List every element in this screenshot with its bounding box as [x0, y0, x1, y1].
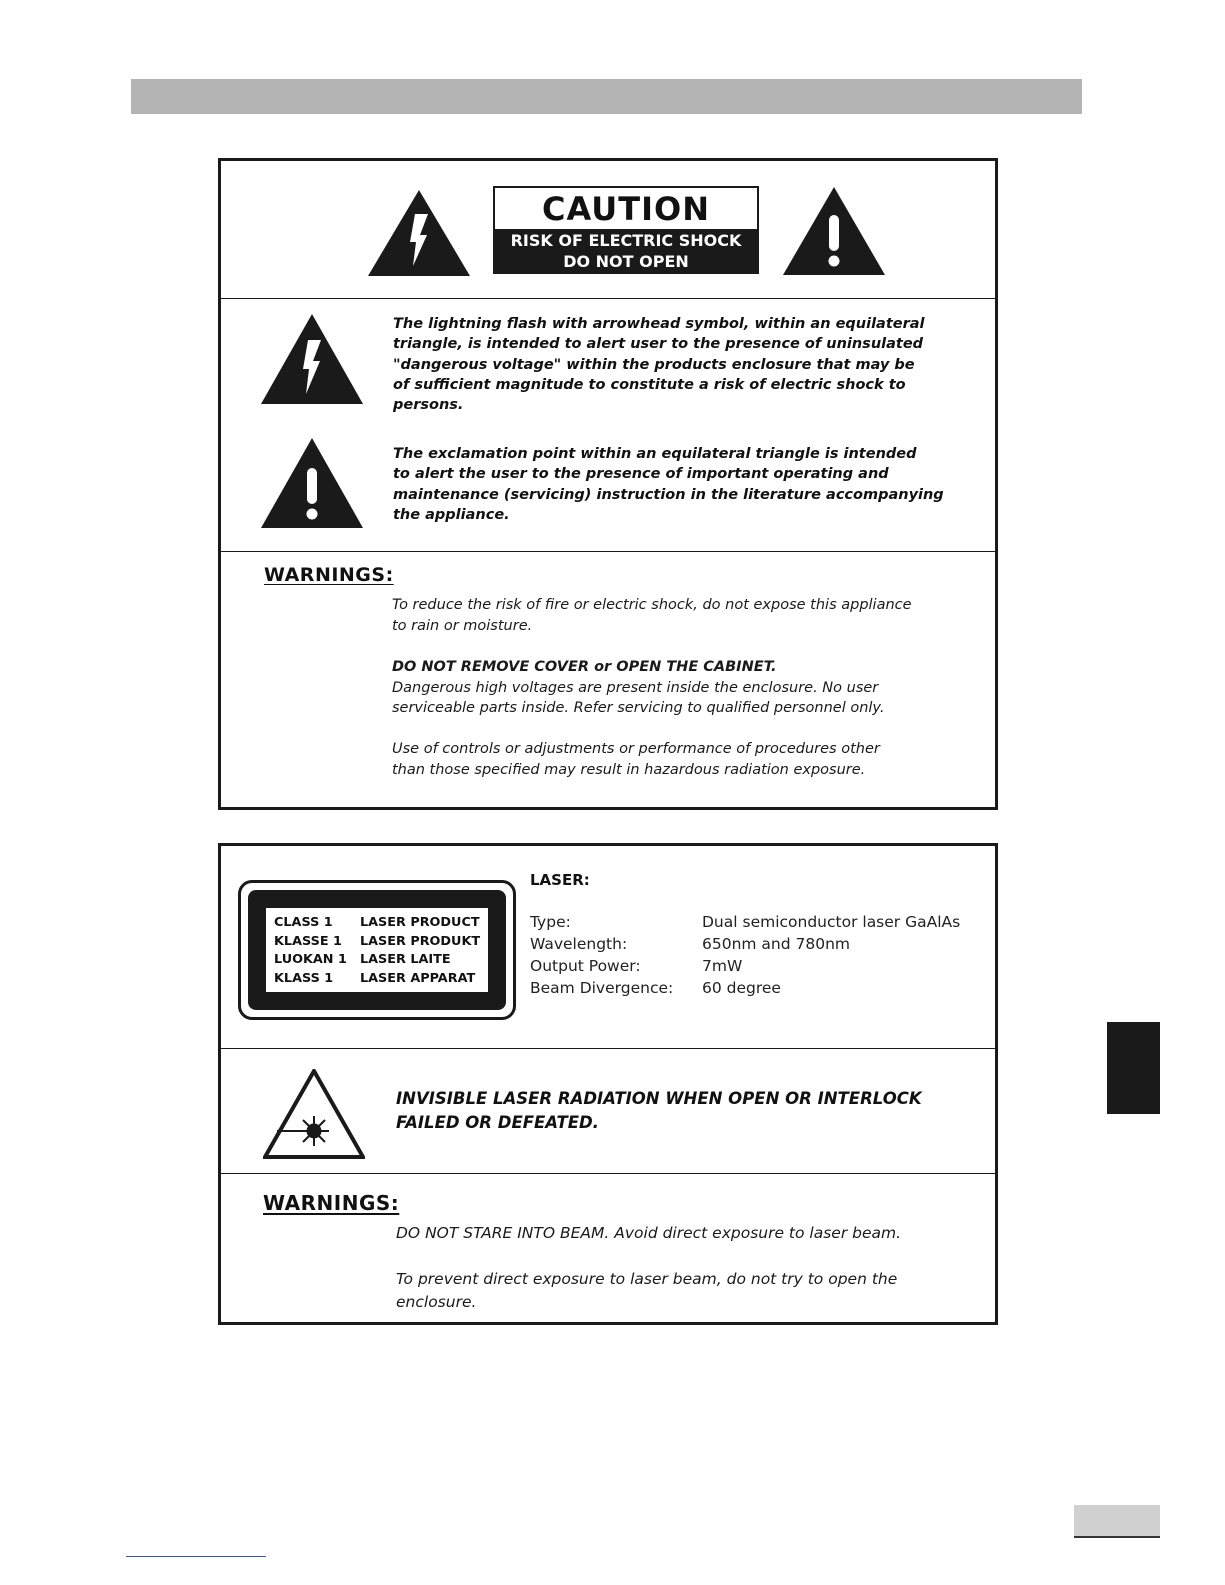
description-line: The lightning flash with arrowhead symbol, within an equilateral — [393, 316, 925, 332]
laser-label-row — [274, 951, 488, 970]
warning-enclosure — [396, 1268, 897, 1314]
divider — [221, 298, 995, 299]
lightning-symbol-description — [393, 314, 925, 415]
divider — [221, 1048, 995, 1049]
description-line: maintenance (servicing) instruction in the literature accompanying — [393, 486, 944, 503]
warning-stare: DO NOT STARE INTO BEAM. Avoid direct exposure to laser beam. — [396, 1224, 902, 1242]
divider — [221, 1173, 995, 1174]
warning-line: to rain or moisture. — [392, 617, 533, 634]
warning-line: than those specified may result in hazardous radiation exposure. — [392, 761, 866, 778]
warning-line: enclosure. — [396, 1293, 477, 1311]
laser-radiation-warning — [396, 1087, 922, 1134]
laser-warnings-heading: WARNINGS: — [263, 1191, 400, 1215]
electrical-safety-panel — [218, 158, 998, 810]
laser-class-text: KLASSE 1 — [274, 933, 342, 949]
caution-line-1: RISK OF ELECTRIC SHOCK — [510, 231, 742, 250]
spec-row-type — [530, 913, 960, 931]
divider — [221, 551, 995, 552]
spec-row-beam-divergence — [530, 979, 781, 997]
spec-row-output-power — [530, 957, 742, 975]
warning-line: Use of controls or adjustments or performance of procedures other — [392, 741, 880, 757]
exclamation-triangle-icon — [261, 438, 363, 528]
spec-key: Type: — [530, 913, 571, 931]
description-line: The exclamation point within an equilateral triangle is intended — [393, 446, 917, 462]
laser-class-label — [238, 880, 516, 1020]
warning-controls — [392, 739, 880, 780]
warning-line: serviceable parts inside. Refer servicing to qualified personnel only. — [392, 700, 885, 717]
laser-class-text: LUOKAN 1 — [274, 952, 347, 968]
laser-class-text: CLASS 1 — [274, 915, 333, 930]
warning-bold-line: DO NOT REMOVE COVER or OPEN THE CABINET. — [392, 659, 777, 675]
laser-product-text: LASER LAITE — [360, 952, 451, 968]
warning-cover — [392, 657, 884, 719]
caution-label — [493, 186, 759, 274]
laser-class-text: KLASS 1 — [274, 971, 334, 987]
spec-value: Dual semiconductor laser GaAlAs — [702, 913, 961, 931]
footer-line — [126, 1556, 266, 1557]
warnings-heading: WARNINGS: — [264, 564, 394, 586]
spec-key: Beam Divergence: — [530, 979, 674, 997]
spec-key: Wavelength: — [530, 935, 628, 953]
lightning-triangle-icon — [261, 314, 363, 404]
description-line: the appliance. — [393, 506, 510, 523]
description-line: persons. — [393, 397, 464, 414]
spec-row-wavelength — [530, 935, 850, 953]
spec-value: 60 degree — [702, 979, 781, 997]
laser-heading: LASER: — [530, 871, 590, 889]
caution-subtitle-block — [495, 229, 757, 272]
exclamation-triangle-icon — [783, 187, 885, 275]
laser-label-row — [274, 914, 488, 933]
warning-line: Dangerous high voltages are present inside the enclosure. No user — [392, 679, 879, 696]
radiation-warning-line: FAILED OR DEFEATED. — [396, 1112, 599, 1132]
warning-moisture — [392, 595, 912, 636]
caution-line-2: DO NOT OPEN — [563, 252, 689, 271]
laser-radiation-icon — [263, 1069, 365, 1159]
caution-title: CAUTION — [542, 190, 710, 228]
section-side-tab — [1107, 1022, 1160, 1114]
description-line: to alert the user to the presence of important operating and — [393, 466, 889, 483]
page-header-bar — [131, 79, 1082, 114]
description-line: of sufficient magnitude to constitute a risk of electric shock to — [393, 376, 906, 393]
description-line: triangle, is intended to alert user to the presence of uninsulated — [393, 336, 924, 353]
warning-line: To reduce the risk of fire or electric shock, do not expose this appliance — [392, 597, 912, 613]
spec-value: 650nm and 780nm — [702, 935, 851, 953]
laser-label-row — [274, 933, 488, 952]
description-line: "dangerous voltage" within the products enclosure that may be — [393, 356, 915, 373]
laser-product-text: LASER APPARAT — [360, 971, 476, 987]
spec-value: 7mW — [702, 957, 743, 975]
spec-key: Output Power: — [530, 957, 641, 975]
laser-product-text: LASER PRODUKT — [360, 933, 481, 949]
laser-label-row — [274, 970, 488, 989]
page-number-box — [1074, 1505, 1160, 1538]
exclamation-symbol-description — [393, 444, 944, 525]
lightning-triangle-icon — [368, 190, 470, 276]
laser-safety-panel — [218, 843, 998, 1325]
warning-line: To prevent direct exposure to laser beam, do not try to open the — [396, 1270, 898, 1288]
radiation-warning-line: INVISIBLE LASER RADIATION WHEN OPEN OR INTERLOCK — [396, 1089, 922, 1108]
laser-product-text: LASER PRODUCT — [360, 915, 480, 930]
